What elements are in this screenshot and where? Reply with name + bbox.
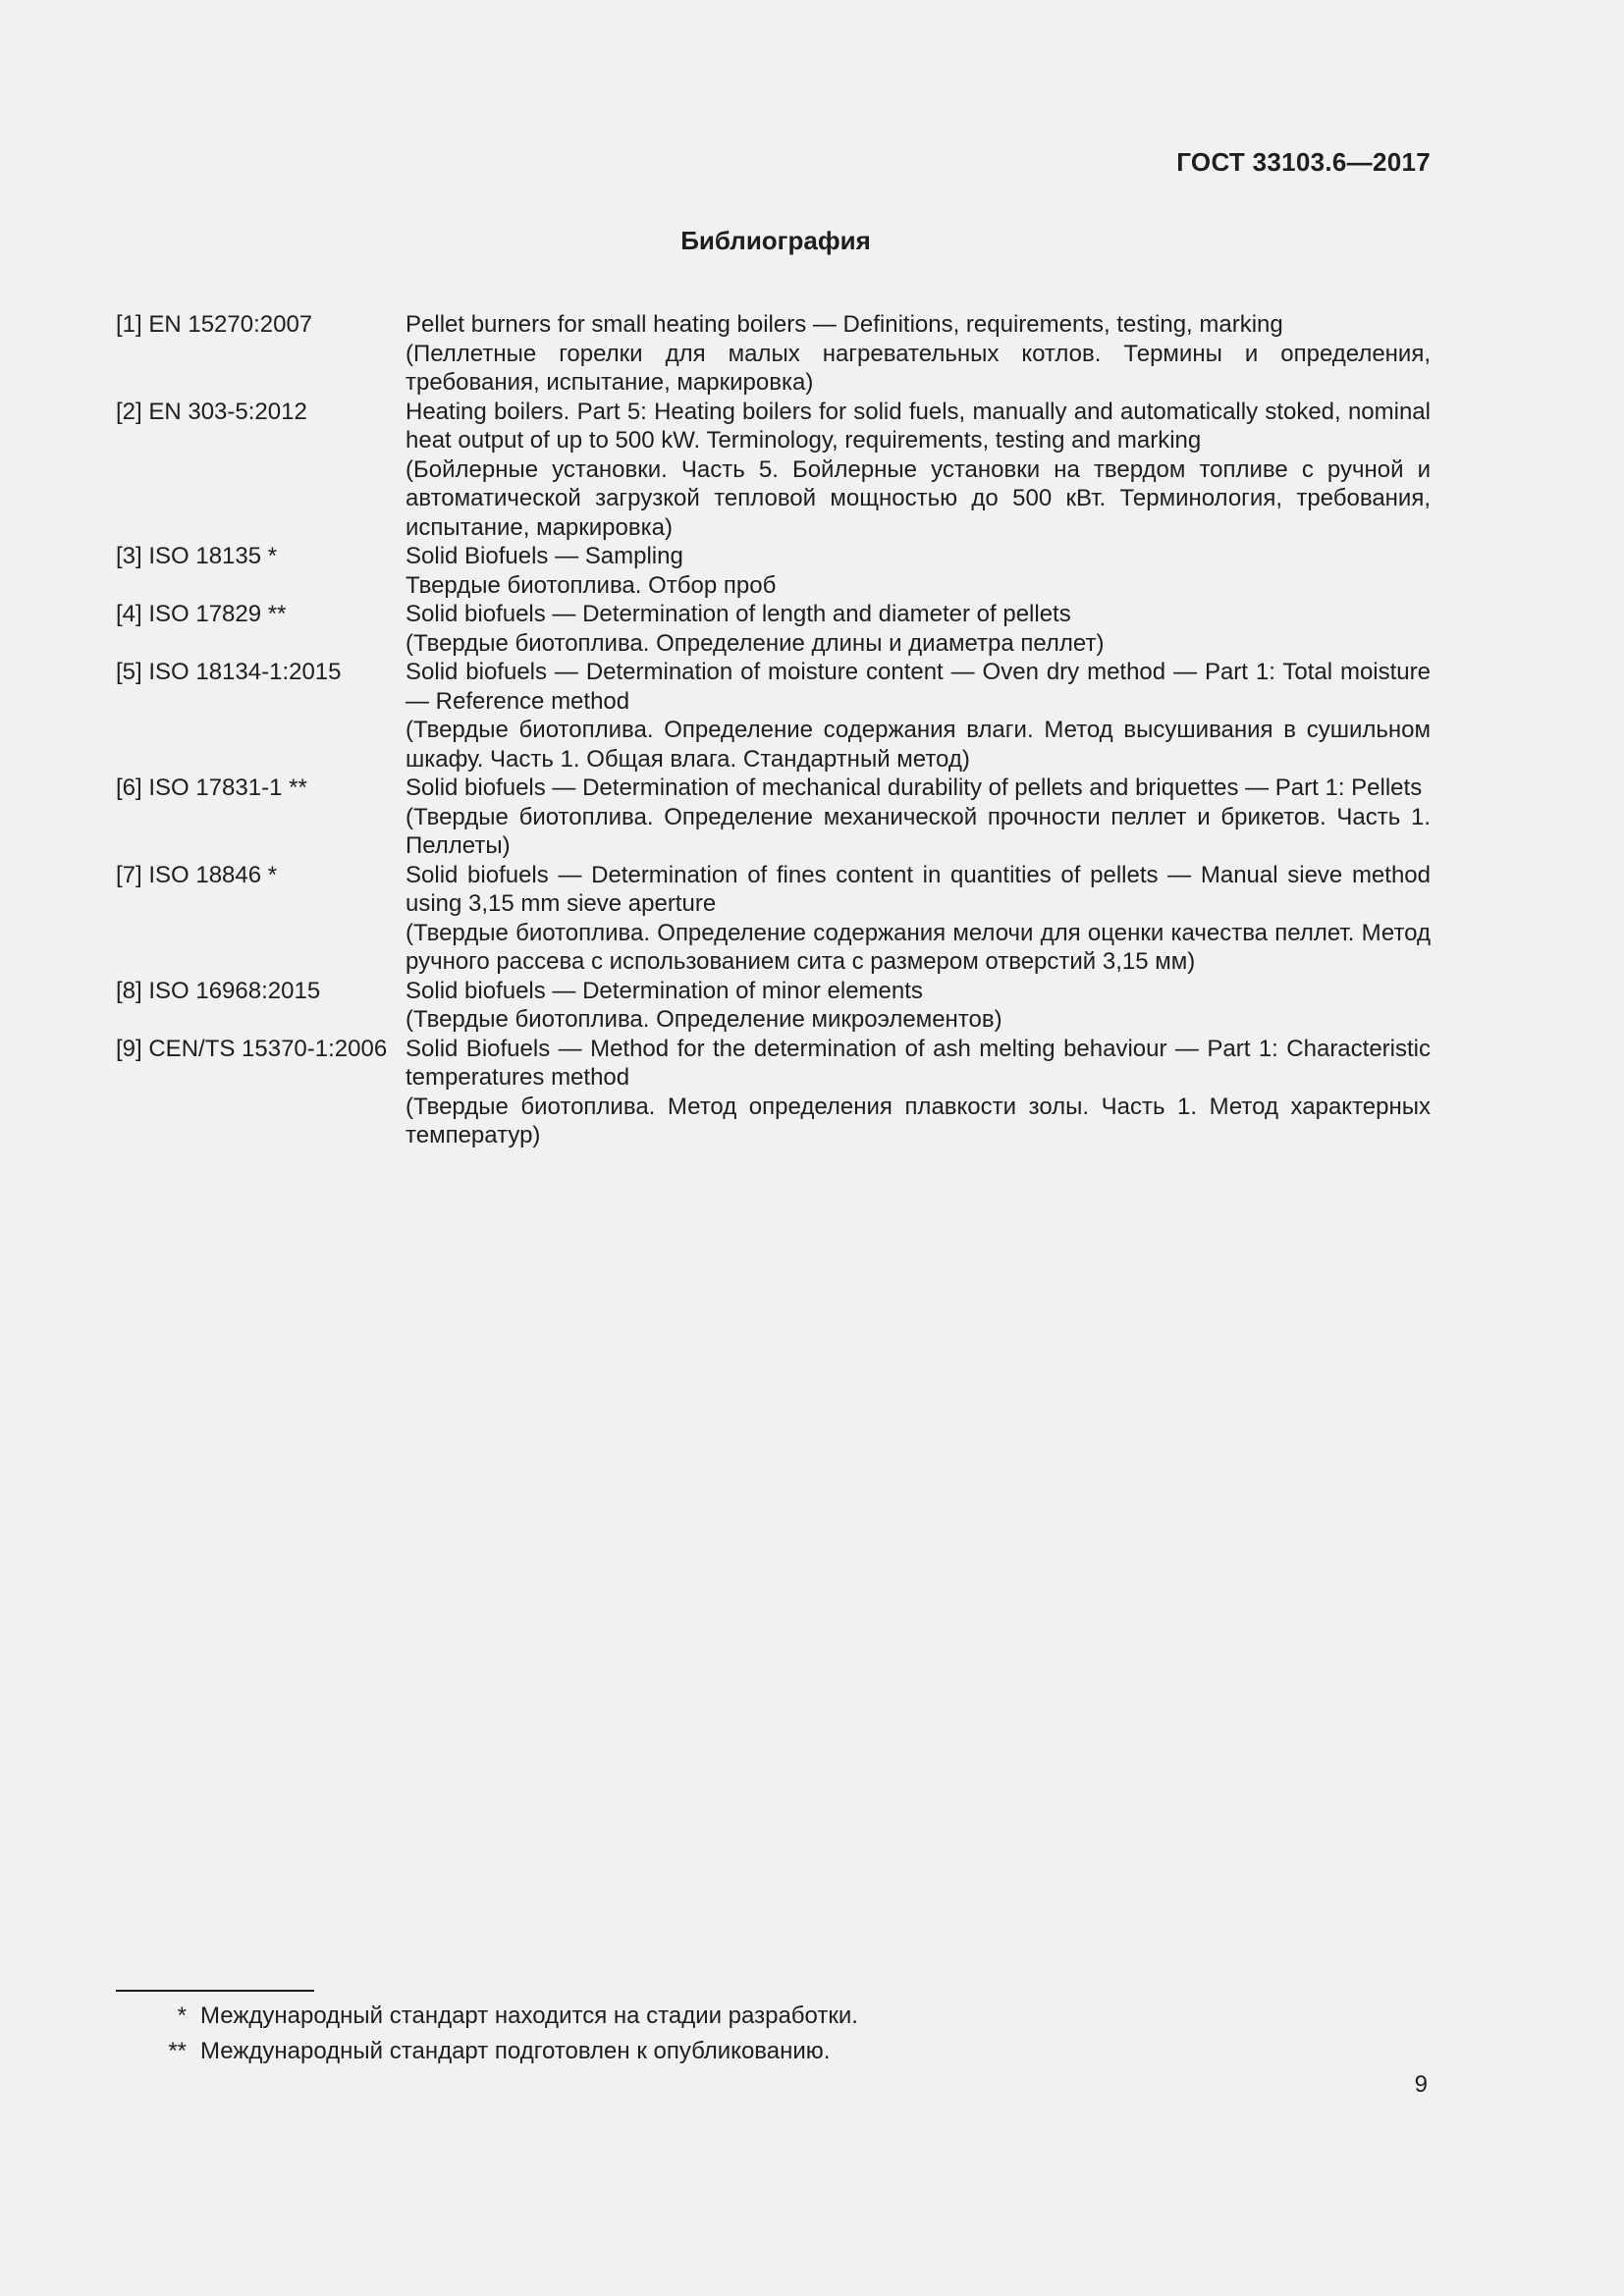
bibliography-entry bbox=[116, 1035, 1431, 1150]
bibliography-ref: [3] ISO 18135 * bbox=[116, 543, 278, 569]
bibliography-entry bbox=[116, 658, 1431, 774]
bibliography-ref: [6] ISO 17831-1 ** bbox=[116, 774, 307, 801]
bibliography-description bbox=[406, 774, 1431, 861]
footnote bbox=[116, 1999, 1392, 2034]
bibliography-title-en: Solid biofuels — Determination of fines content in quantities of pellets — Manual sieve method using 3,15 mm sieve aperture bbox=[406, 861, 1431, 917]
bibliography-entry bbox=[116, 774, 1431, 861]
bibliography-entry bbox=[116, 861, 1431, 977]
bibliography-description bbox=[406, 542, 1431, 600]
bibliography-description bbox=[406, 861, 1431, 977]
bibliography-entry bbox=[116, 310, 1431, 398]
bibliography-title-en: Pellet burners for small heating boilers — Definitions, requirements, testing, marking bbox=[406, 311, 1283, 338]
bibliography-ref: [4] ISO 17829 ** bbox=[116, 601, 287, 627]
footnote-mark: ** bbox=[168, 2038, 187, 2064]
bibliography-description bbox=[406, 977, 1431, 1035]
bibliography-ref: [8] ISO 16968:2015 bbox=[116, 977, 321, 1004]
bibliography-title-en: Solid biofuels — Determination of moisture content — Oven dry method — Part 1: Total moisture — Reference method bbox=[406, 659, 1431, 715]
footnotes bbox=[116, 1999, 1392, 2069]
bibliography-ref: [7] ISO 18846 * bbox=[116, 861, 278, 888]
bibliography-title-en: Solid biofuels — Determination of length and diameter of pellets bbox=[406, 601, 1071, 627]
bibliography-title-en: Solid biofuels — Determination of minor elements bbox=[406, 977, 923, 1004]
bibliography-title-en: Heating boilers. Part 5: Heating boilers for solid fuels, manually and automatically stoked, nominal heat output of up to 500 kW. Terminology, requirements, testing and marking bbox=[406, 398, 1431, 454]
bibliography-title-ru: (Твердые биотоплива. Определение содержания влаги. Метод высушивания в сушильном шкафу. Часть 1. Общая влага. Стандартный метод) bbox=[406, 717, 1431, 773]
bibliography-title-en: Solid Biofuels — Method for the determination of ash melting behaviour — Part 1: Characteristic temperatures method bbox=[406, 1035, 1431, 1091]
document-code: ГОСТ 33103.6—2017 bbox=[1176, 147, 1431, 177]
bibliography-ref: [2] EN 303-5:2012 bbox=[116, 398, 307, 425]
bibliography-description bbox=[406, 398, 1431, 543]
bibliography-description bbox=[406, 310, 1431, 398]
page-title: Библиография bbox=[680, 226, 871, 255]
page-number: 9 bbox=[1414, 2071, 1428, 2098]
bibliography-title-ru: (Пеллетные горелки для малых нагревательных котлов. Термины и определения, требования, испытание, маркировка) bbox=[406, 340, 1431, 396]
bibliography-entry bbox=[116, 977, 1431, 1035]
bibliography-ref: [9] CEN/TS 15370-1:2006 bbox=[116, 1035, 388, 1062]
bibliography-title-en: Solid biofuels — Determination of mechanical durability of pellets and briquettes — Part 1: Pellets bbox=[406, 774, 1423, 801]
bibliography-title-ru: (Твердые биотоплива. Определение механической прочности пеллет и брикетов. Часть 1. Пеллеты) bbox=[406, 803, 1431, 859]
bibliography-ref: [5] ISO 18134-1:2015 bbox=[116, 659, 342, 685]
footnote bbox=[116, 2034, 1392, 2069]
bibliography-title-ru: (Твердые биотоплива. Определение длины и диаметра пеллет) bbox=[406, 629, 1105, 657]
bibliography-description bbox=[406, 658, 1431, 774]
bibliography-title-ru: Твердые биотоплива. Отбор проб bbox=[406, 571, 777, 599]
footnote-mark: * bbox=[177, 2002, 187, 2029]
footnote-text: Международный стандарт находится на стадии разработки. bbox=[200, 2002, 858, 2029]
footnote-text: Международный стандарт подготовлен к опубликованию. bbox=[200, 2038, 831, 2064]
footnote-divider bbox=[116, 1990, 314, 1992]
bibliography-description bbox=[406, 1035, 1431, 1150]
bibliography-entry bbox=[116, 600, 1431, 658]
bibliography-list bbox=[116, 310, 1431, 1150]
bibliography-title-ru: (Твердые биотоплива. Метод определения плавкости золы. Часть 1. Метод характерных температур) bbox=[406, 1093, 1431, 1148]
bibliography-title-en: Solid Biofuels — Sampling bbox=[406, 543, 683, 569]
bibliography-entry bbox=[116, 542, 1431, 600]
bibliography-ref: [1] EN 15270:2007 bbox=[116, 311, 313, 338]
bibliography-description bbox=[406, 600, 1431, 658]
bibliography-title-ru: (Твердые биотоплива. Определение микроэлементов) bbox=[406, 1006, 1002, 1033]
bibliography-title-ru: (Твердые биотоплива. Определение содержания мелочи для оценки качества пеллет. Метод ручного рассева с использованием сита с размером отверстий 3,15 мм) bbox=[406, 919, 1431, 975]
bibliography-entry bbox=[116, 398, 1431, 543]
bibliography-title-ru: (Бойлерные установки. Часть 5. Бойлерные установки на твердом топливе с ручной и автоматической загрузкой тепловой мощностью до 500 кВт. Терминология, требования, испытание, маркировка) bbox=[406, 455, 1431, 541]
